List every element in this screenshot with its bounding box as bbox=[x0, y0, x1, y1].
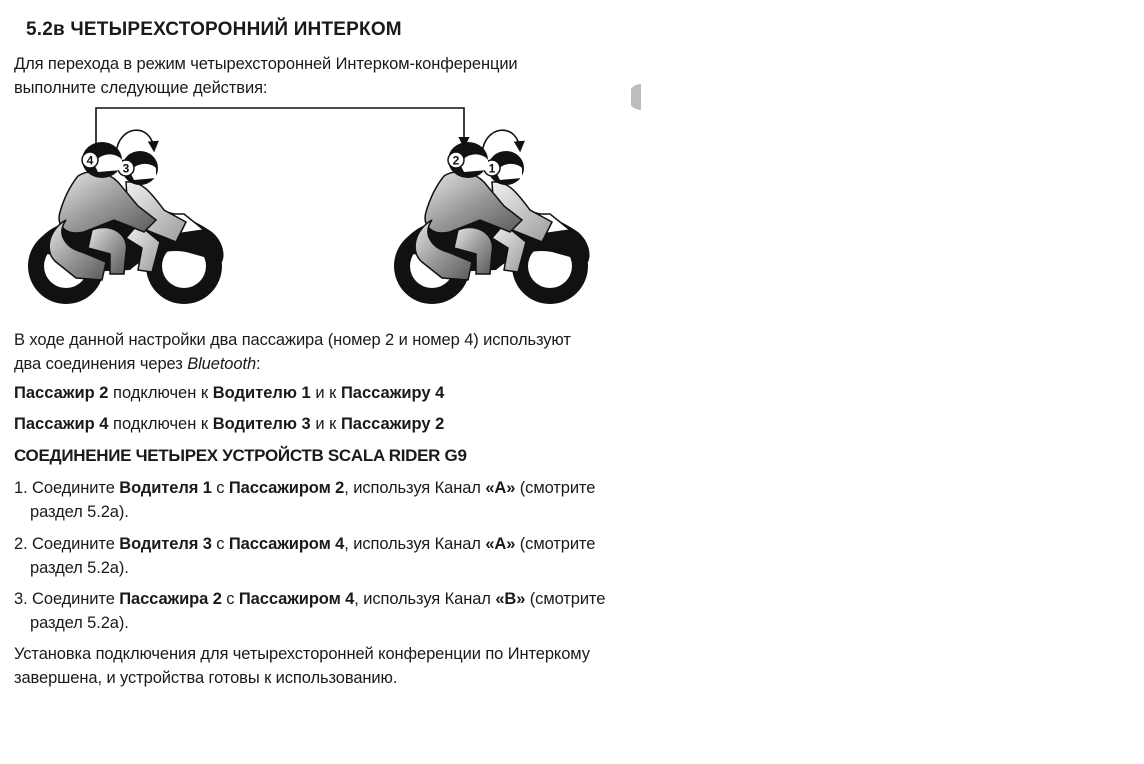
closing-paragraph bbox=[14, 642, 590, 690]
right-driver-number: 2 bbox=[452, 153, 460, 168]
intro-paragraph bbox=[14, 52, 518, 100]
left-motorcycle bbox=[28, 130, 224, 304]
step-1-continuation: раздел 5.2а). bbox=[30, 503, 129, 521]
left-driver-number: 4 bbox=[86, 153, 94, 168]
right-motorcycle bbox=[394, 130, 590, 304]
closing-line-1: Установка подключения для четырехсторонней конференции по Интеркому bbox=[14, 645, 590, 663]
step-1: 1. Соедините Водителя 1 с Пассажиром 2, используя Канал «A» (смотрите раздел 5.2а). bbox=[14, 476, 595, 524]
role-line-2: Пассажир 4 подключен к Водителю 3 и к Пассажиру 2 bbox=[14, 415, 445, 433]
closing-line-2: завершена, и устройства готовы к использованию. bbox=[14, 669, 398, 687]
right-short-arrow bbox=[482, 130, 520, 154]
setup-paragraph bbox=[14, 328, 571, 376]
section-heading: 5.2в ЧЕТЫРЕХСТОРОННИЙ ИНТЕРКОМ bbox=[26, 19, 402, 40]
step-3-continuation: раздел 5.2а). bbox=[30, 614, 129, 632]
intro-line-1: Для перехода в режим четырехсторонней Интерком-конференции bbox=[14, 55, 518, 73]
setup-line-1: В ходе данной настройки два пассажира (номер 2 и номер 4) используют bbox=[14, 331, 571, 349]
intro-line-2: выполните следующие действия: bbox=[14, 79, 268, 97]
left-short-arrow bbox=[116, 130, 154, 154]
four-way-intercom-illustration bbox=[18, 102, 598, 316]
step-3: 3. Соедините Пассажира 2 с Пассажиром 4, используя Канал «B» (смотрите раздел 5.2а). bbox=[14, 587, 605, 635]
step-2: 2. Соедините Водителя 3 с Пассажиром 4, используя Канал «A» (смотрите раздел 5.2а). bbox=[14, 532, 595, 580]
left-passenger-number: 3 bbox=[122, 161, 130, 176]
connection-subheading: СОЕДИНЕНИЕ ЧЕТЫРЕХ УСТРОЙСТВ SCALA RIDER G9 bbox=[14, 446, 467, 465]
long-connection-arrow bbox=[96, 108, 464, 150]
setup-line-2: два соединения через Bluetooth: bbox=[14, 355, 261, 373]
right-passenger-number: 1 bbox=[488, 161, 496, 176]
page-edge-mark bbox=[631, 84, 641, 110]
bluetooth-term: Bluetooth bbox=[187, 355, 257, 373]
step-2-continuation: раздел 5.2а). bbox=[30, 559, 129, 577]
role-line-1: Пассажир 2 подключен к Водителю 1 и к Пассажиру 4 bbox=[14, 384, 445, 402]
